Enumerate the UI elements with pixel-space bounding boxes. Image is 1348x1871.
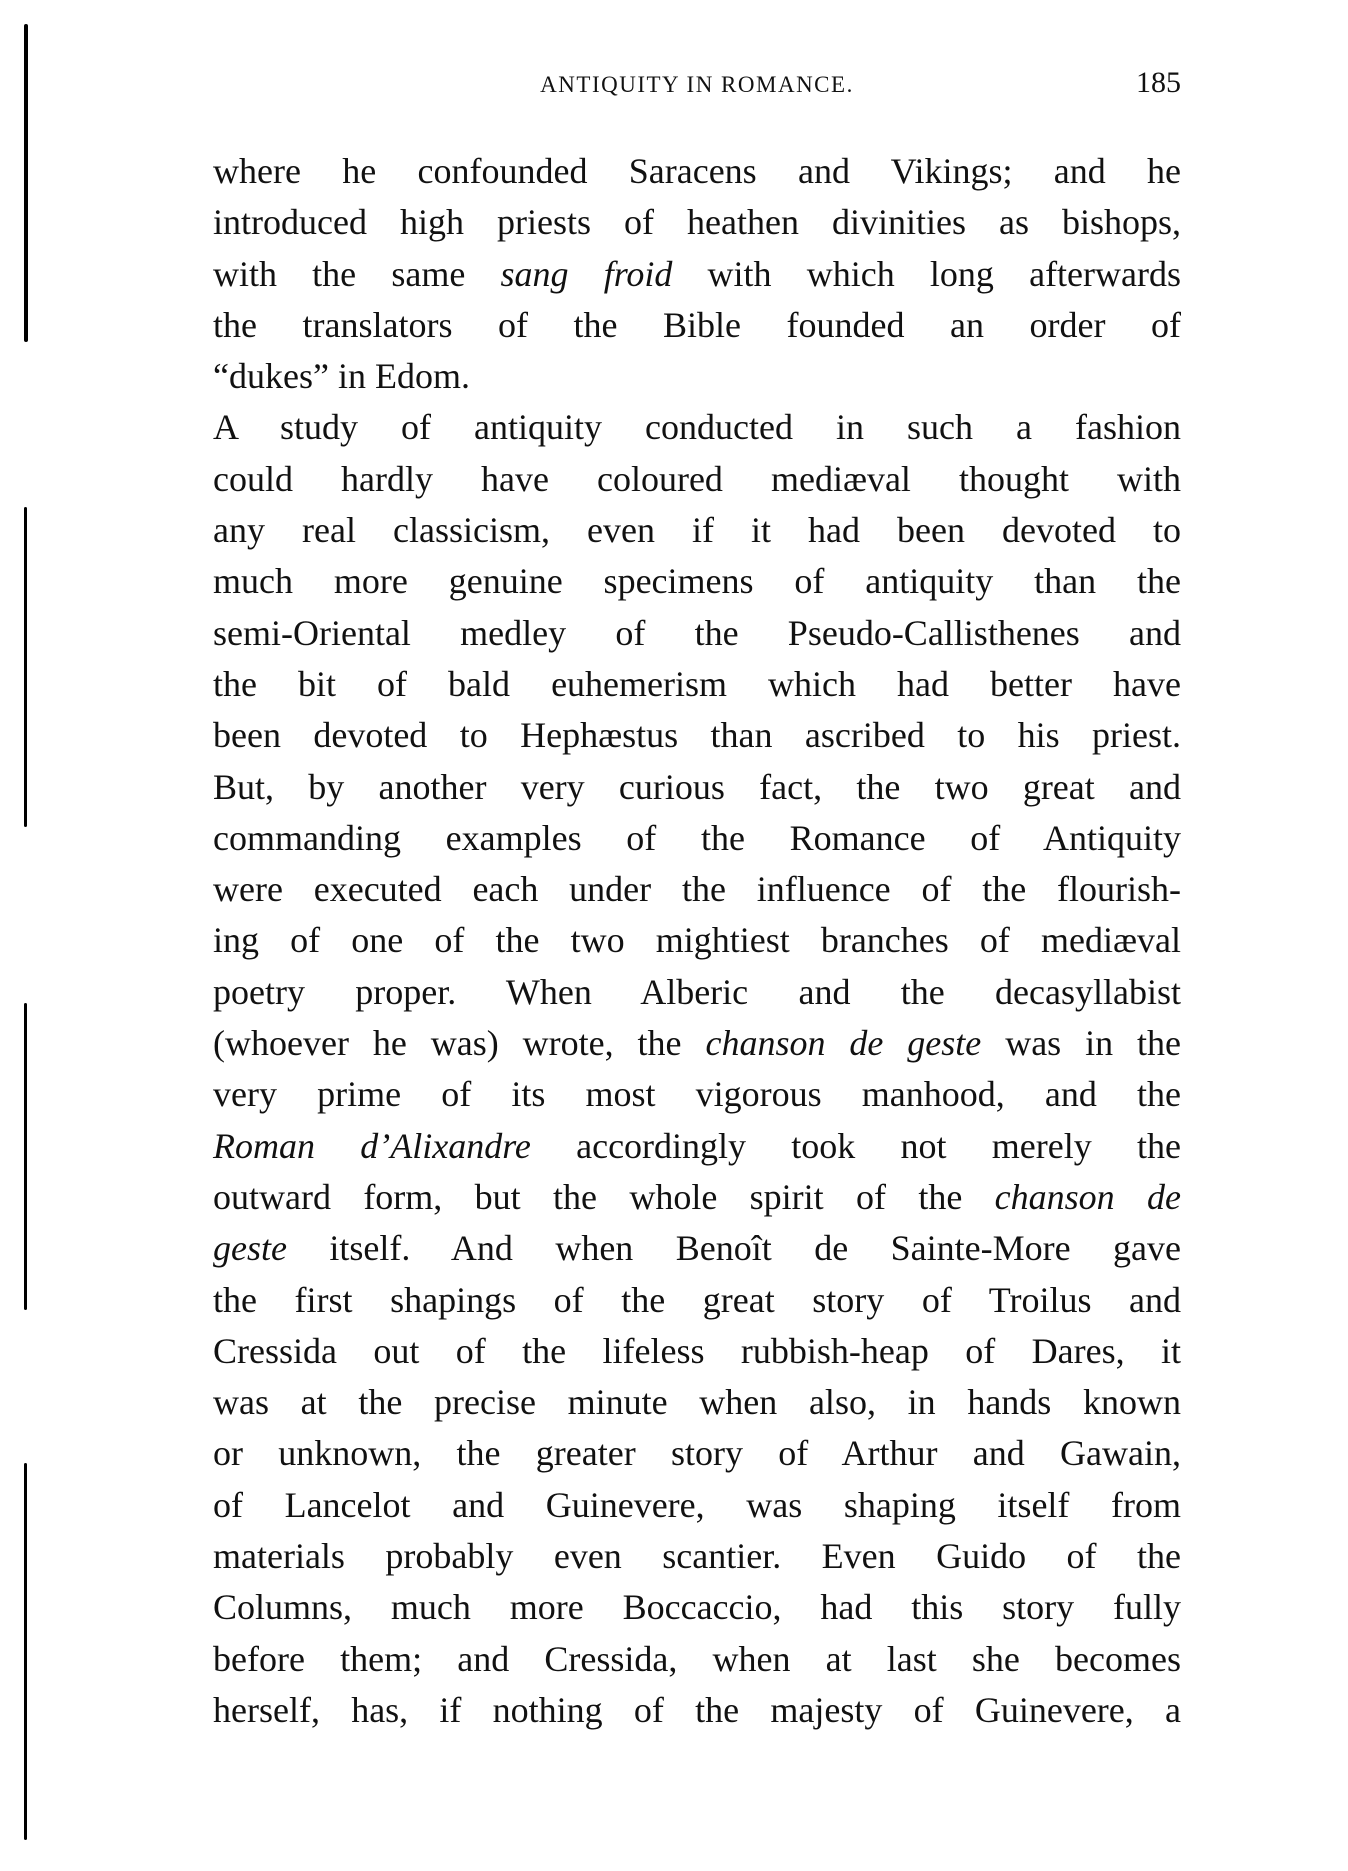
- text-segment: could hardly have coloured mediæval thought with: [213, 458, 1181, 499]
- text-line: [213, 967, 1181, 1018]
- text-segment: introduced high priests of heathen divinities as bishops,: [213, 202, 1181, 243]
- text-segment: was at the precise minute when also, in hands known: [213, 1382, 1181, 1423]
- text-line: [213, 915, 1181, 966]
- text-line: [213, 1275, 1181, 1326]
- scan-edge-mark: [24, 1003, 27, 1310]
- text-line: [213, 1531, 1181, 1582]
- page-number: 185: [1136, 66, 1181, 99]
- text-segment: itself. And when Benoît de Sainte-More gave: [286, 1228, 1181, 1269]
- body-text: [213, 146, 1181, 1736]
- text-line: [213, 1172, 1181, 1223]
- text-segment: were executed each under the influence of the flourish-: [213, 869, 1181, 910]
- text-line: [213, 864, 1181, 915]
- text-segment: Columns, much more Boccaccio, had this story fully: [213, 1587, 1181, 1628]
- text-segment: the first shapings of the great story of Troilus and: [213, 1279, 1181, 1320]
- text-segment: of Lancelot and Guinevere, was shaping itself from: [213, 1484, 1181, 1525]
- text-segment: the translators of the Bible founded an order of: [213, 304, 1181, 345]
- text-segment: “dukes” in Edom.: [213, 356, 470, 397]
- text-segment: been devoted to Hephæstus than ascribed to his priest.: [213, 715, 1181, 756]
- text-segment: Cressida out of the lifeless rubbish-heap of Dares, it: [213, 1330, 1181, 1371]
- text-segment: before them; and Cressida, when at last she becomes: [213, 1638, 1181, 1679]
- text-segment: accordingly took not merely the: [530, 1125, 1181, 1166]
- text-line: [213, 402, 1181, 453]
- text-line: [213, 762, 1181, 813]
- text-segment: much more genuine specimens of antiquity than the: [213, 561, 1181, 602]
- text-line: [213, 249, 1181, 300]
- text-segment: outward form, but the whole spirit of the: [213, 1176, 995, 1217]
- text-line: [213, 556, 1181, 607]
- text-segment: or unknown, the greater story of Arthur and Gawain,: [213, 1433, 1181, 1474]
- running-title: ANTIQUITY IN ROMANCE.: [540, 72, 854, 97]
- text-segment: (whoever he was) wrote, the: [213, 1023, 706, 1064]
- scan-edge-mark: [24, 1463, 27, 1840]
- text-line: [213, 813, 1181, 864]
- scan-edge-mark: [24, 24, 28, 342]
- italic-text: chanson de geste: [705, 1023, 982, 1064]
- text-segment: But, by another very curious fact, the two great and: [213, 766, 1181, 807]
- text-line: [213, 1428, 1181, 1479]
- text-segment: ing of one of the two mightiest branches of mediæval: [213, 920, 1181, 961]
- text-segment: materials probably even scantier. Even Guido of the: [213, 1536, 1181, 1577]
- text-segment: was in the: [981, 1023, 1182, 1064]
- text-line: [213, 146, 1181, 197]
- text-line: [213, 454, 1181, 505]
- text-segment: with the same: [213, 253, 501, 294]
- text-line: [213, 197, 1181, 248]
- text-line: [213, 1582, 1181, 1633]
- scan-edge-mark: [24, 507, 27, 827]
- page-header: [213, 66, 1181, 106]
- text-line: [213, 351, 1181, 402]
- text-line: [213, 1480, 1181, 1531]
- italic-text: chanson de: [994, 1176, 1181, 1217]
- text-segment: herself, has, if nothing of the majesty of Guinevere, a: [213, 1689, 1181, 1730]
- text-line: [213, 659, 1181, 710]
- text-segment: A study of antiquity conducted in such a fashion: [213, 407, 1181, 448]
- italic-text: geste: [213, 1228, 287, 1269]
- text-line: [213, 710, 1181, 761]
- text-segment: semi-Oriental medley of the Pseudo-Callisthenes and: [213, 612, 1181, 653]
- text-line: [213, 1377, 1181, 1428]
- text-line: [213, 608, 1181, 659]
- text-segment: very prime of its most vigorous manhood, and the: [213, 1074, 1181, 1115]
- text-segment: any real classicism, even if it had been devoted to: [213, 510, 1181, 551]
- text-line: [213, 1223, 1181, 1274]
- text-line: [213, 1634, 1181, 1685]
- text-segment: poetry proper. When Alberic and the decasyllabist: [213, 971, 1181, 1012]
- text-segment: commanding examples of the Romance of Antiquity: [213, 817, 1181, 858]
- text-line: [213, 300, 1181, 351]
- text-line: [213, 1326, 1181, 1377]
- text-segment: where he confounded Saracens and Vikings; and he: [213, 151, 1181, 191]
- italic-text: sang froid: [500, 253, 673, 294]
- text-line: [213, 505, 1181, 556]
- text-segment: the bit of bald euhemerism which had better have: [213, 663, 1181, 704]
- text-line: [213, 1069, 1181, 1120]
- text-line: [213, 1685, 1181, 1736]
- text-line: [213, 1018, 1181, 1069]
- text-line: [213, 1121, 1181, 1172]
- italic-text: Roman d’Alixandre: [213, 1125, 531, 1166]
- text-segment: with which long afterwards: [672, 253, 1181, 294]
